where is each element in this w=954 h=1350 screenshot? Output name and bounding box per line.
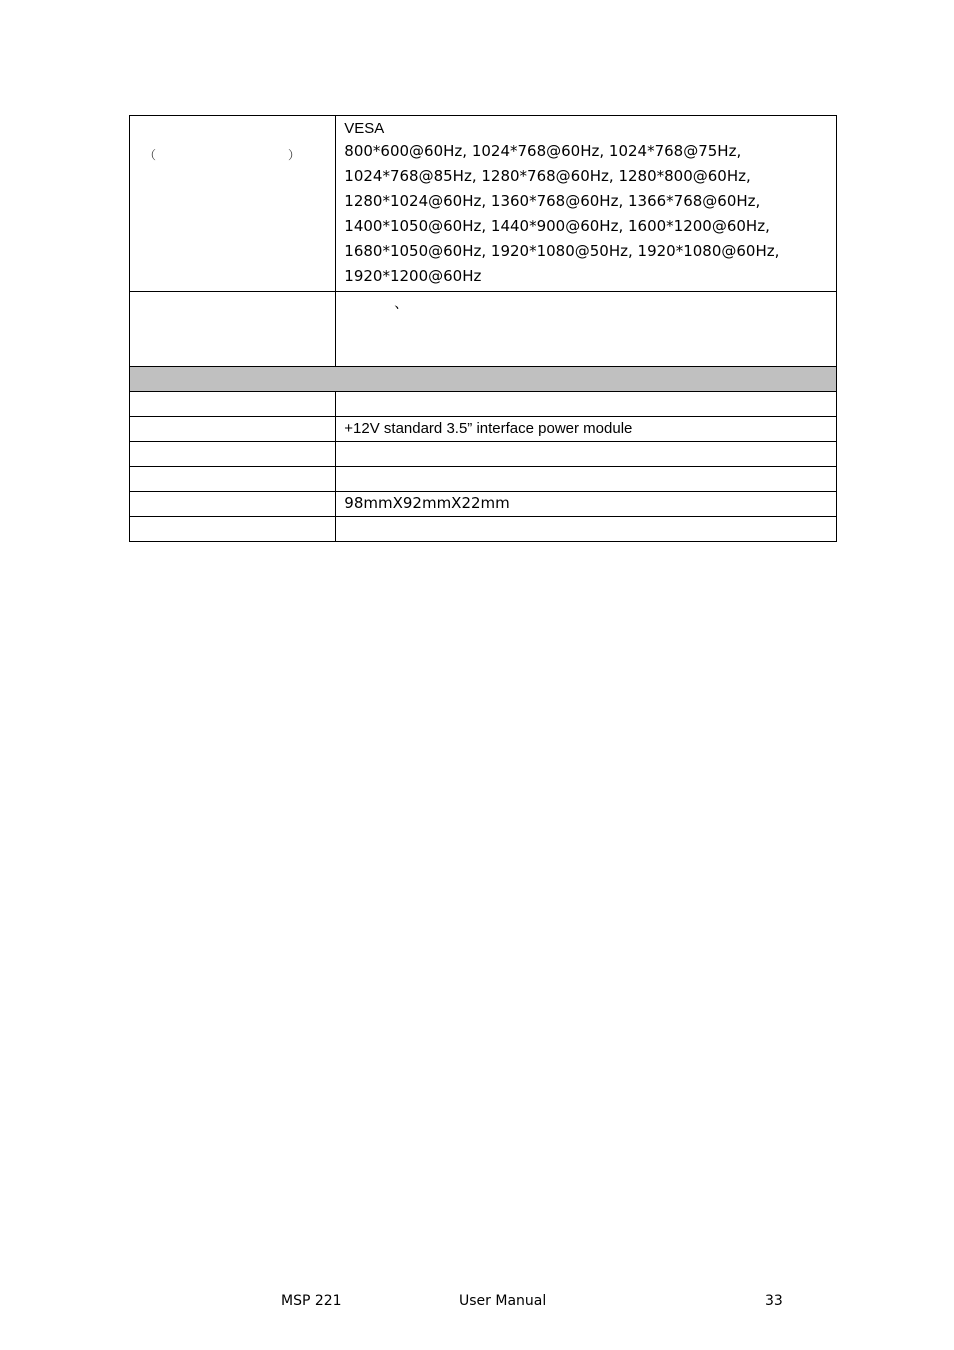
row-value-cell <box>336 517 837 542</box>
table-row <box>130 517 837 542</box>
table-row-power <box>130 417 837 442</box>
label-open-paren: （ <box>144 148 157 162</box>
row-value-cell <box>336 467 837 492</box>
dimension-label-cell <box>130 492 336 517</box>
mid-label-cell <box>130 292 336 367</box>
row-value-cell <box>336 392 837 417</box>
power-label-cell <box>130 417 336 442</box>
table-row-dimension <box>130 492 837 517</box>
mid-value-cell <box>336 292 837 367</box>
row-label-cell <box>130 392 336 417</box>
row-value-cell <box>336 442 837 467</box>
footer-model: MSP 221 <box>281 1293 342 1309</box>
power-value-cell <box>336 417 837 442</box>
dimension-value: 98mmX92mmX22mm <box>344 494 510 512</box>
table-row-mid <box>130 292 837 367</box>
specification-table <box>129 115 837 542</box>
vesa-standard: VESA <box>344 120 385 137</box>
resolution-label-cell <box>130 116 336 292</box>
table-row <box>130 392 837 417</box>
footer-page-number: 33 <box>765 1293 783 1309</box>
label-close-paren: ） <box>288 148 301 162</box>
mid-mark: 、 <box>394 296 409 312</box>
table-row-resolution <box>130 116 837 292</box>
table-section-header <box>130 367 837 392</box>
power-value: +12V standard 3.5” interface power module <box>344 420 633 437</box>
resolution-list: 800*600@60Hz, 1024*768@60Hz, 1024*768@75Hz, 1024*768@85Hz, 1280*768@60Hz, 1280*800@60Hz, 1280*1024@60Hz, 1360*768@60Hz, 1366*768@60Hz, 1400*1050@60Hz, 1440*900@60Hz, 1600*1200@60Hz, 1680*1050@60Hz, 1920*1080@50Hz, 1920*1080@60Hz, 1920*1200@60Hz <box>344 142 780 285</box>
table-row <box>130 442 837 467</box>
row-label-cell <box>130 442 336 467</box>
resolution-value-cell <box>336 116 837 292</box>
dimension-value-cell <box>336 492 837 517</box>
row-label-cell <box>130 467 336 492</box>
section-header-cell <box>130 367 837 392</box>
table-row <box>130 467 837 492</box>
footer-title: User Manual <box>459 1293 547 1309</box>
row-label-cell <box>130 517 336 542</box>
